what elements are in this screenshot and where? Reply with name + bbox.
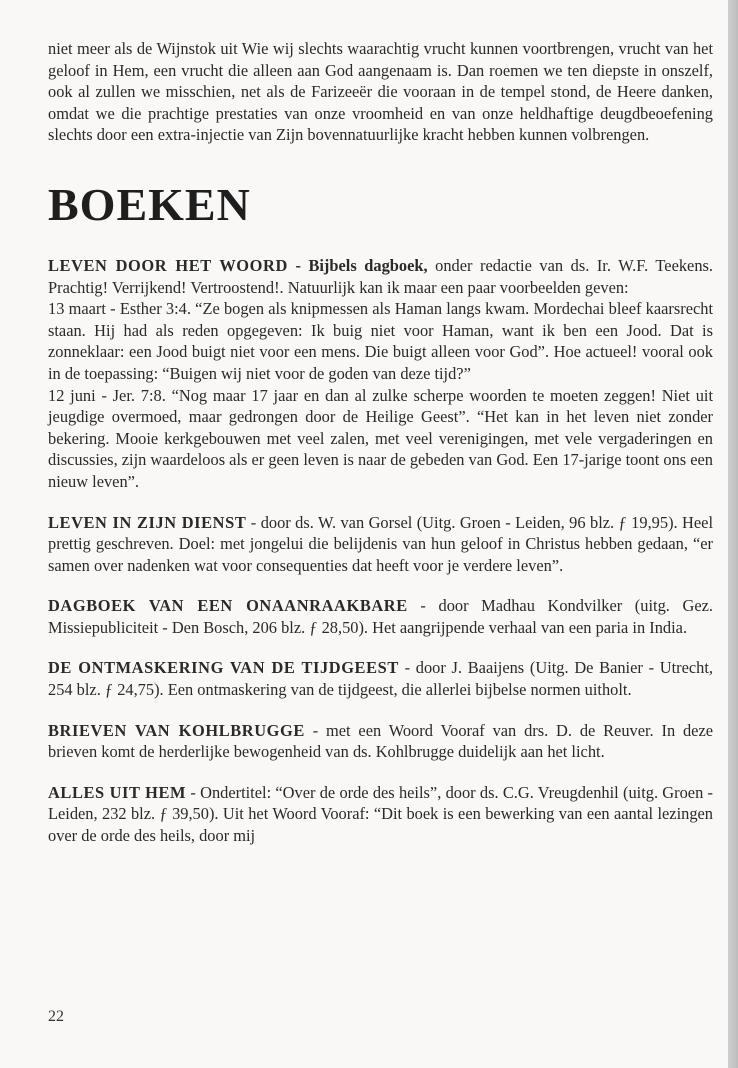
page-number: 22	[48, 1008, 64, 1025]
review-brieven	[48, 720, 713, 763]
review-title: BRIEVEN VAN KOHLBRUGGE	[48, 720, 305, 740]
page-body	[48, 38, 713, 866]
review-title: DE ONTMASKERING VAN DE TIJDGEEST	[48, 658, 399, 678]
review-text: - door ds. W. van Gorsel (Uitg. Groen - Leiden, 96 blz. ƒ 19,95). Heel prettig geschreven. Doel: met jongelui die belijdenis van hun geloof in Christus hebben gedaan, “er samen over nadenken wat voor consequenties dat heeft voor je verdere leven”.	[48, 512, 713, 575]
review-entry-13-maart: 13 maart - Esther 3:4. “Ze bogen als knipmessen als Haman langs kwam. Mordechai bleef kaarsrecht staan. Hij had als reden opgegeven: Ik buig niet voor Haman, want ik ben een Jood. Dat is zonneklaar: een Jood buigt niet voor een mens. Die buigt alleen voor God”. Hoe actueel! vooral ook in de toepassing: “Buigen wij niet voor de goden van deze tijd?”	[48, 299, 713, 383]
review-dagboek	[48, 595, 713, 638]
review-entry-12-juni: 12 juni - Jer. 7:8. “Nog maar 17 jaar en dan al zulke scherpe woorden te moeten zeggen! Niet uit jeugdige overmoed, maar gedrongen door de Heilige Geest”. “Het kan in het leven niet zonder bekering. Mooie kerkgebouwen met veel zalen, met veel verenigingen, met vele vergaderingen en discussies, zijn waardeloos als er geen leven is naar de gebeden van God. Een 17-jarige toont ons een nieuw leven”.	[48, 385, 713, 491]
review-text: - door Madhau Kondvilker (uitg. Gez. Missiepubliciteit - Den Bosch, 206 blz. ƒ 28,50). Het aangrijpende verhaal van een paria in India.	[48, 596, 713, 637]
review-text: - door J. Baaijens (Uitg. De Banier - Utrecht, 254 blz. ƒ 24,75). Een ontmaskering van de tijdgeest, die allerlei bijbelse normen uitholt.	[48, 658, 713, 700]
page-edge-shadow	[728, 0, 738, 1068]
review-title: LEVEN DOOR HET WOORD	[48, 255, 288, 275]
review-subtitle: - Bijbels dagboek,	[287, 255, 428, 275]
review-text: onder redactie van ds. Ir. W.F. Teekens. Prachtig! Verrijkend! Vertroostend!. Natuurlijk kan ik maar een paar voorbeelden geven:	[48, 255, 713, 297]
intro-paragraph: niet meer als de Wijnstok uit Wie wij slechts waarachtig vrucht kunnen voortbrengen, vrucht van het geloof in Hem, een vrucht die alleen aan God aangenaam is. Dan roemen we ten diepste in onszelf, ook al zullen we misschien, net als de Farizeeër die vooraan in de tempel stond, de Heere danken, omdat we die prachtige prestaties van onze vroomheid en van onze heldhaftige deugdbeoefening slechts door een extra-injectie van Zijn bovennatuurlijke kracht hebben kunnen volbrengen.	[48, 39, 713, 145]
review-title: LEVEN IN ZIJN DIENST	[48, 512, 247, 532]
section-title: BOEKEN	[48, 178, 251, 230]
review-alles-uit-hem	[48, 782, 713, 847]
review-text: - Ondertitel: “Over de orde des heils”, door ds. C.G. Vreugdenhil (uitg. Groen - Leiden, 232 blz. ƒ 39,50). Uit het Woord Vooraf: “Dit boek is een bewerking van een aantal lezingen over de orde des heils, door mij	[48, 782, 714, 846]
review-ontmaskering	[48, 657, 713, 700]
review-leven-door-het-woord	[48, 255, 713, 493]
review-title: DAGBOEK VAN EEN ONAANRAAKBARE	[48, 596, 408, 616]
review-title: ALLES UIT HEM	[48, 782, 187, 802]
review-text: - met een Woord Vooraf van drs. D. de Reuver. In deze brieven komt de herderlijke bewogenheid van ds. Kohlbrugge duidelijk aan het licht.	[48, 720, 713, 762]
review-leven-in-zijn-dienst	[48, 512, 713, 577]
